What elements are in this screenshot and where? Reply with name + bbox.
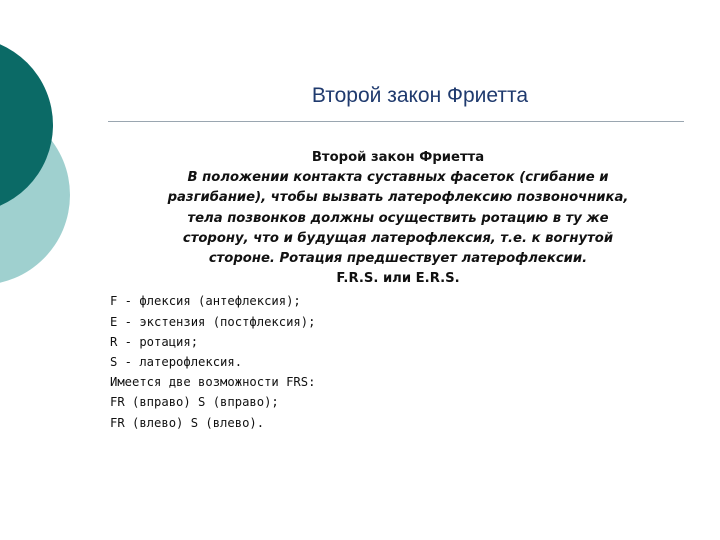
paragraph-line: стороне. Ротация предшествует латерофлексии. — [208, 251, 588, 267]
list-item: Имеется две возможности FRS: — [110, 375, 316, 390]
slide-body — [110, 148, 686, 433]
list-item: FR (влево) S (влево). — [110, 415, 265, 430]
law-paragraph — [110, 168, 686, 269]
paragraph-line: сторону, что и будущая латерофлексия, т.е. к вогнутой — [182, 230, 614, 246]
paragraph-line: В положении контакта суставных фасеток (сгибание и — [187, 170, 609, 186]
abbreviation-line: F.R.S. или E.R.S. — [336, 271, 460, 287]
paragraph-line: разгибание), чтобы вызвать латерофлексию позвоночника, — [167, 190, 629, 206]
list-item: F - флексия (антефлексия); — [110, 294, 301, 309]
paragraph-line: тела позвонков должны осуществить ротацию в ту же — [187, 210, 609, 226]
slide-title: Второй закон Фриетта — [311, 84, 529, 107]
list-item: R - ротация; — [110, 334, 199, 349]
definition-list — [110, 291, 686, 432]
law-subtitle: Второй закон Фриетта — [311, 150, 485, 165]
title-divider — [108, 121, 684, 122]
decorative-circles — [0, 0, 120, 300]
list-item: E - экстензия (постфлексия); — [110, 314, 316, 329]
list-item: S - латерофлексия. — [110, 355, 243, 370]
list-item: FR (вправо) S (вправо); — [110, 395, 279, 410]
